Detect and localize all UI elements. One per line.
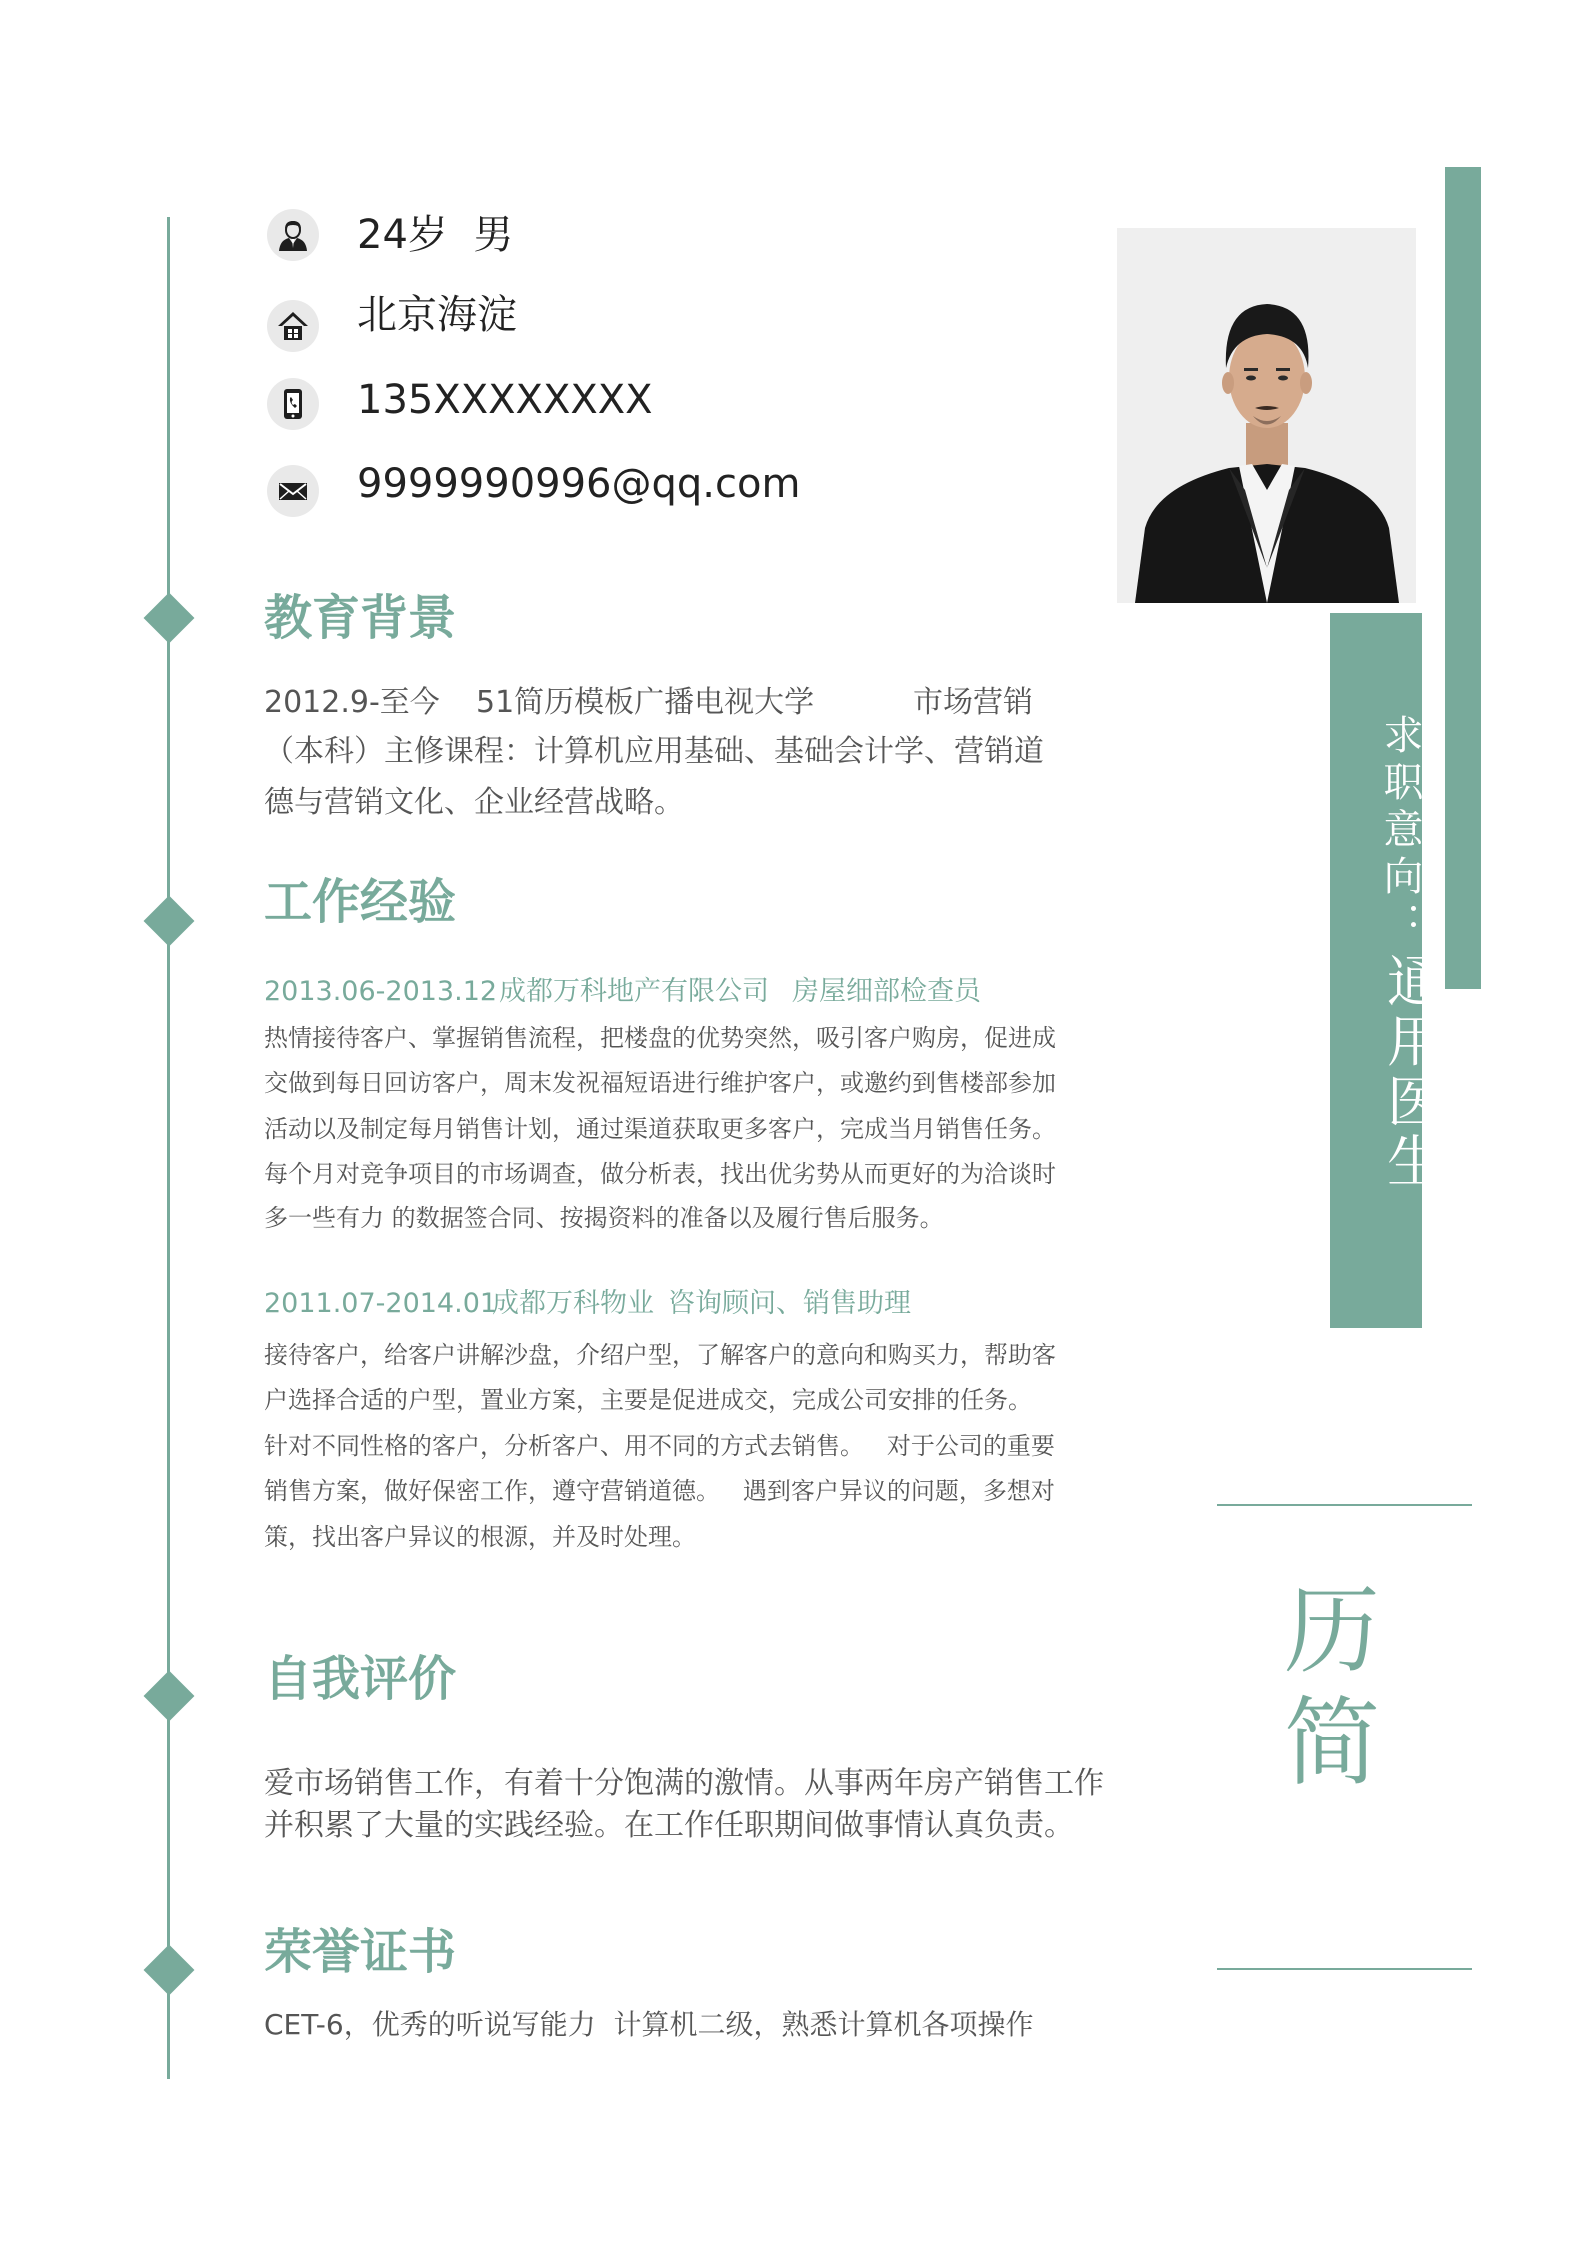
- divider-bottom: [1217, 1968, 1472, 1970]
- job-description-line: 交做到每日回访客户，周末发祝福短语进行维护客户，或邀约到售楼部参加: [264, 1069, 1056, 1097]
- self-eval-line: 爱市场销售工作，有着十分饱满的激情。从事两年房产销售工作: [264, 1766, 1104, 1801]
- location: 北京海淀: [357, 292, 517, 338]
- job-position: 咨询顾问、销售助理: [668, 1288, 911, 1319]
- job-company: 成都万科物业: [492, 1288, 654, 1319]
- timeline-diamond-work: [144, 896, 195, 947]
- job-description-line: 多一些有力 的数据签合同、按揭资料的准备以及履行售后服务。: [264, 1204, 944, 1232]
- profile-photo: [1117, 228, 1416, 603]
- decor-char-top: 历: [1284, 1575, 1380, 1687]
- phone-icon: [267, 378, 319, 430]
- job-description-line: 销售方案，做好保密工作，遵守营销道德。 遇到客户异议的问题，多想对: [264, 1477, 1055, 1505]
- job-description-line: 每个月对竞争项目的市场调查，做分析表，找出优劣势从而更好的为洽谈时: [264, 1160, 1056, 1188]
- objective-label: 求职意向：: [1377, 714, 1423, 949]
- objective-value: 通用医生: [1378, 952, 1443, 1192]
- honors-text: CET-6，优秀的听说写能力 计算机二级，熟悉计算机各项操作: [264, 2008, 1034, 2041]
- work-heading: 工作经验: [264, 874, 457, 930]
- house-icon: [267, 300, 319, 352]
- envelope-icon: [267, 465, 319, 517]
- job-period: 2011.07-2014.01: [264, 1288, 498, 1319]
- education-major: 市场营销: [913, 685, 1033, 720]
- person-icon: [267, 209, 319, 261]
- divider-top: [1217, 1504, 1472, 1506]
- decor-title: [1284, 1575, 1386, 1800]
- education-heading: 教育背景: [264, 590, 457, 646]
- accent-bar: [1445, 167, 1481, 989]
- phone-number: 135XXXXXXXX: [357, 377, 653, 423]
- job-description-line: 活动以及制定每月销售计划，通过渠道获取更多客户，完成当月销售任务。: [264, 1115, 1056, 1143]
- job-company: 成都万科地产有限公司: [499, 976, 769, 1007]
- job-period: 2013.06-2013.12: [264, 976, 498, 1007]
- education-school: 51简历模板广播电视大学: [476, 685, 815, 720]
- job-description-line: 针对不同性格的客户，分析客户、用不同的方式去销售。 对于公司的重要: [264, 1432, 1055, 1460]
- email: 9999990996@qq.com: [357, 461, 801, 507]
- timeline-diamond-education: [144, 593, 195, 644]
- self-eval-line: 并积累了大量的实践经验。在工作任职期间做事情认真负责。: [264, 1808, 1074, 1843]
- job-description-line: 户选择合适的户型，置业方案，主要是促进成交，完成公司安排的任务。: [264, 1386, 1032, 1414]
- job-description-line: 策，找出客户异议的根源，并及时处理。: [264, 1523, 696, 1551]
- self-eval-heading: 自我评价: [264, 1651, 457, 1707]
- timeline-diamond-self-eval: [144, 1671, 195, 1722]
- education-line: （本科）主修课程：计算机应用基础、基础会计学、营销道: [264, 734, 1044, 769]
- education-date: 2012.9-至今: [264, 685, 440, 720]
- job-position: 房屋细部检查员: [792, 976, 981, 1007]
- objective-block: [1330, 613, 1443, 1328]
- age-gender: 24岁 男: [357, 212, 514, 258]
- decor-char-bottom: 简: [1284, 1687, 1380, 1799]
- honors-heading: 荣誉证书: [264, 1924, 457, 1980]
- job-description-line: 接待客户，给客户讲解沙盘，介绍户型，了解客户的意向和购买力，帮助客: [264, 1341, 1056, 1369]
- timeline-line: [167, 217, 170, 2079]
- timeline-diamond-honors: [144, 1945, 195, 1996]
- education-line: 德与营销文化、企业经营战略。: [264, 785, 684, 820]
- job-description-line: 热情接待客户、掌握销售流程，把楼盘的优势突然，吸引客户购房，促进成: [264, 1024, 1056, 1052]
